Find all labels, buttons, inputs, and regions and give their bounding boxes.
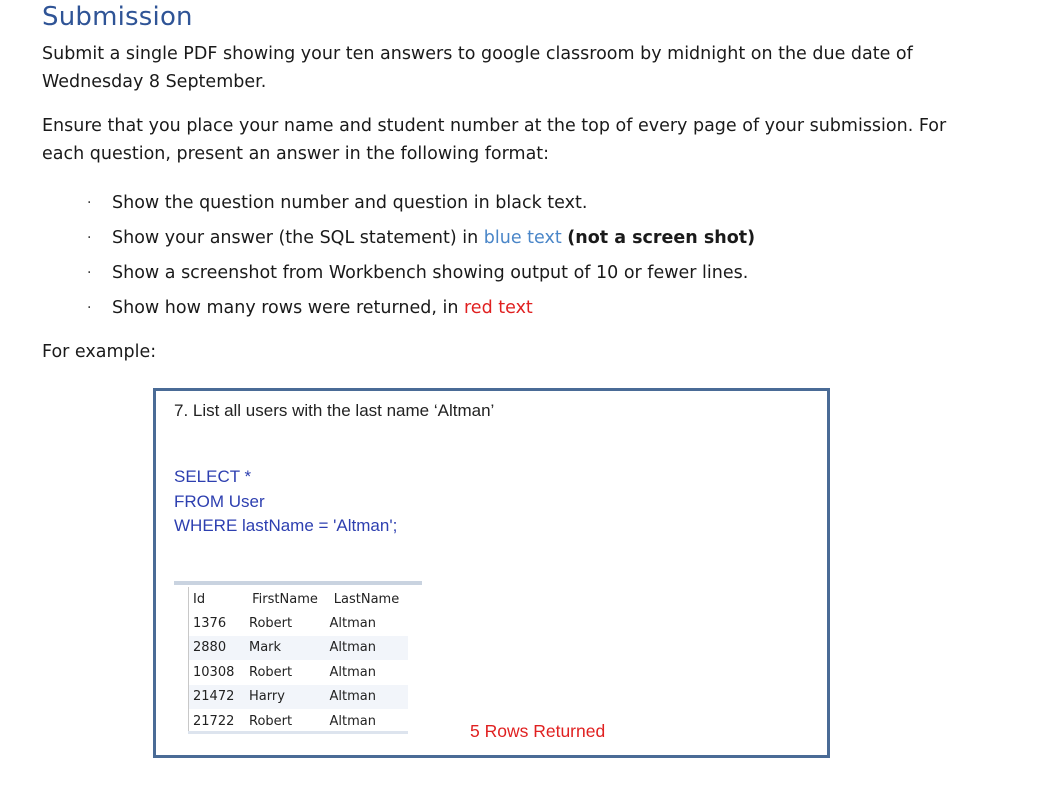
- cell-lastname: Altman: [326, 709, 408, 734]
- section-heading: Submission: [42, 2, 193, 32]
- cell-lastname: Altman: [326, 660, 408, 685]
- table-row: [189, 685, 408, 710]
- grid-toolbar-strip: [174, 581, 422, 585]
- bullet-item: [0, 223, 1042, 258]
- cell-firstname: Mark: [245, 636, 326, 661]
- red-text-sample: red text: [464, 298, 533, 318]
- format-instructions: Ensure that you place your name and student number at the top of every page of your submission. For each question, present an answer in the following format:: [42, 116, 947, 164]
- cell-id: 2880: [189, 636, 246, 661]
- bullet-text-pre: Show how many rows were returned, in: [112, 298, 464, 318]
- bullet-dot-icon: ·: [87, 230, 92, 246]
- submission-instructions: Submit a single PDF showing your ten answers to google classroom by midnight on the due date of Wednesday 8 September.: [42, 44, 913, 92]
- cell-firstname: Robert: [245, 611, 326, 636]
- bold-note: (not a screen shot): [567, 228, 756, 248]
- grid-header-row: [189, 587, 408, 611]
- example-sql: [174, 465, 397, 539]
- sql-line: SELECT *: [174, 467, 252, 486]
- bullet-text-pre: Show your answer (the SQL statement) in: [112, 228, 484, 248]
- bullet-dot-icon: ·: [87, 265, 92, 281]
- table-row: [189, 709, 408, 734]
- cell-lastname: Altman: [326, 636, 408, 661]
- cell-firstname: Robert: [245, 709, 326, 734]
- column-header-firstname: FirstName: [245, 587, 326, 611]
- bullet-dot-icon: ·: [87, 195, 92, 211]
- cell-id: 1376: [189, 611, 246, 636]
- cell-lastname: Altman: [326, 685, 408, 710]
- example-box: [153, 388, 830, 758]
- bullet-text: Show a screenshot from Workbench showing output of 10 or fewer lines.: [112, 263, 749, 283]
- grid-scroll-strip: [188, 731, 408, 734]
- cell-id: 21722: [189, 709, 246, 734]
- cell-lastname: Altman: [326, 611, 408, 636]
- column-header-lastname: LastName: [326, 587, 408, 611]
- example-label: For example:: [42, 342, 157, 362]
- sql-line: FROM User: [174, 491, 265, 511]
- table-row: [189, 636, 408, 661]
- table-row: [189, 611, 408, 636]
- bullet-text: [112, 293, 533, 323]
- table-row: [189, 660, 408, 685]
- example-question: 7. List all users with the last name ‘Altman’: [174, 401, 495, 420]
- bullet-text: [112, 223, 755, 253]
- bullet-text: Show the question number and question in black text.: [112, 193, 588, 213]
- cell-id: 10308: [189, 660, 246, 685]
- result-grid-screenshot: [174, 581, 422, 739]
- bullet-item: [0, 293, 1042, 328]
- blue-text-sample: blue text: [483, 228, 562, 248]
- bullet-item: [0, 188, 1042, 223]
- sql-line: WHERE lastName = 'Altman';: [174, 516, 398, 535]
- column-header-id: Id: [189, 587, 246, 611]
- rows-returned-text: 5 Rows Returned: [470, 721, 606, 741]
- cell-firstname: Harry: [245, 685, 326, 710]
- result-grid: [188, 587, 408, 734]
- bullet-item: [0, 258, 1042, 293]
- bullet-dot-icon: ·: [87, 300, 92, 316]
- format-bullet-list: [0, 188, 1042, 328]
- cell-id: 21472: [189, 685, 246, 710]
- cell-firstname: Robert: [245, 660, 326, 685]
